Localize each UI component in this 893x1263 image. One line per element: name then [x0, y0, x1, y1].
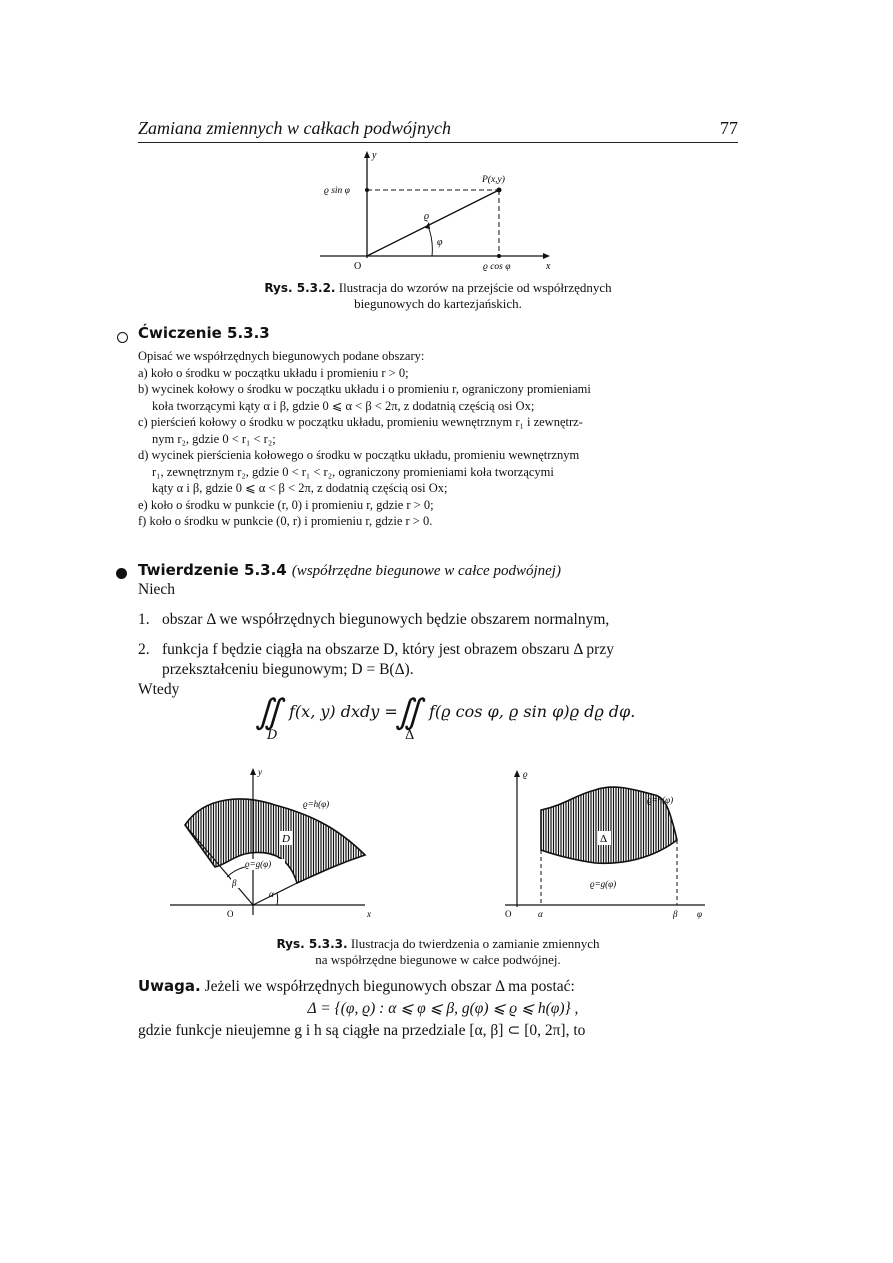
figure2-caption-label: Rys. 5.3.3.	[276, 937, 348, 951]
figure2-caption-text2: na współrzędne biegunowe w całce podwójnej.	[315, 952, 561, 967]
theorem-item-1-number: 1.	[138, 611, 150, 628]
label-phi-axis: φ	[697, 909, 702, 919]
formula-sub-d: D	[267, 728, 278, 743]
theorem-bullet	[116, 564, 127, 583]
label-g: ϱ=g(φ)	[590, 879, 617, 889]
theorem-subtitle: (współrzędne biegunowe w całce podwójnej)	[291, 563, 561, 579]
exercise-item-a: a) koło o środku w początku układu i promieniu r > 0;	[138, 365, 409, 380]
label-origin: O	[505, 909, 512, 919]
label-h: ϱ=h(φ)	[647, 795, 674, 805]
exercise-item-b: b) wycinek kołowy o środku w początku układu i o promieniu r, ograniczony promieniami	[138, 382, 591, 396]
open-bullet-icon	[117, 332, 128, 343]
label-alpha: α	[538, 909, 543, 919]
formula-right: f(ϱ cos φ, ϱ sin φ)ϱ dϱ dφ.	[429, 702, 636, 721]
header-title: Zamiana zmiennych w całkach podwójnych	[138, 118, 451, 138]
figure2-left-region-d	[165, 765, 385, 925]
double-integral-left: ∬	[255, 694, 282, 731]
label-delta: Δ	[600, 833, 608, 845]
figure2-caption	[138, 936, 738, 967]
point-p	[497, 188, 502, 193]
theorem-niech: Niech	[138, 581, 176, 598]
x-axis-arrow	[543, 253, 550, 259]
tick-rho-sin	[365, 188, 369, 192]
radius-line	[367, 190, 499, 256]
theorem-heading: Twierdzenie 5.3.4	[138, 561, 287, 579]
exercise-intro: Opisać we współrzędnych biegunowych podane obszary:	[138, 349, 425, 363]
remark-text: Jeżeli we współrzędnych biegunowych obszar Δ ma postać:	[204, 978, 575, 995]
label-rho-cos: ϱ cos φ	[483, 262, 511, 272]
exercise-heading: Ćwiczenie 5.3.3	[138, 324, 270, 342]
figure2-caption-text: Ilustracja do twierdzenia o zamianie zmiennych	[350, 936, 600, 951]
exercise-item-c: c) pierścień kołowy o środku w początku układu, promieniu wewnętrznym r₁ i zewnętrz-	[138, 415, 583, 429]
formula-sub-delta: Δ	[405, 728, 415, 743]
theorem-formula	[255, 692, 675, 752]
exercise-item-e: e) koło o środku w punkcie (r, 0) i promieniu r, gdzie r > 0;	[138, 497, 434, 512]
exercise-item-b-cont: koła tworzącymi kąty α i β, gdzie 0 ⩽ α < β < 2π, z dodatnią częścią osi Ox;	[152, 398, 535, 413]
label-rho-axis: ϱ	[523, 769, 528, 779]
filled-bullet-icon	[116, 568, 127, 579]
exercise-item-d: d) wycinek pierścienia kołowego o środku w początku układu, promieniu wewnętrznym	[138, 448, 580, 462]
label-g: ϱ=g(φ)	[245, 859, 272, 869]
label-point: P(x,y)	[482, 175, 505, 185]
double-integral-right: ∬	[395, 694, 422, 731]
figure1-caption-text2: biegunowych do kartezjańskich.	[354, 296, 522, 311]
label-y: y	[372, 150, 377, 161]
theorem-body	[138, 580, 738, 700]
theorem-item-1-text: obszar Δ we współrzędnych biegunowych będzie obszarem normalnym,	[162, 611, 610, 628]
exercise-heading-row	[117, 328, 128, 347]
label-d: D	[282, 833, 290, 845]
theorem-item-2-number: 2.	[138, 641, 150, 658]
figure-polar-point	[300, 148, 570, 273]
tick-rho-cos	[497, 254, 501, 258]
region-d	[185, 799, 365, 883]
angle-arrow	[425, 222, 430, 229]
rho-axis-arrow	[514, 770, 520, 777]
formula-left: f(x, y) dxdy =	[289, 702, 398, 721]
exercise-body	[138, 348, 738, 530]
figure2-right-region-delta	[495, 765, 715, 925]
label-y: y	[258, 767, 262, 777]
exercise-item-d-cont1: r₁, zewnętrznym r₂, gdzie 0 < r₁ < r₂, ograniczony promieniami koła tworzącymi	[152, 464, 554, 479]
remark	[138, 976, 748, 1041]
label-x: x	[367, 909, 371, 919]
theorem-item-2-text: funkcja f będzie ciągła na obszarze D, który jest obrazem obszaru Δ przy	[162, 641, 614, 658]
label-alpha: α	[269, 889, 274, 899]
label-origin: O	[227, 909, 234, 919]
figure1-caption	[138, 280, 738, 311]
label-rho-sin: ϱ sin φ	[324, 186, 350, 196]
running-header	[138, 118, 738, 143]
label-phi: φ	[437, 237, 443, 248]
angle-arc-alpha	[277, 893, 278, 905]
label-beta: β	[232, 878, 237, 888]
y-axis-arrow	[364, 151, 370, 158]
label-beta: β	[673, 909, 678, 919]
exercise-item-d-cont2: kąty α i β, gdzie 0 ⩽ α < β < 2π, z dodatnią częścią osi Ox;	[152, 481, 448, 495]
exercise-item-f: f) koło o środku w punkcie (0, r) i promieniu r, gdzie r > 0.	[138, 514, 433, 528]
label-x: x	[546, 261, 551, 272]
theorem-item-2	[138, 640, 738, 660]
remark-label: Uwaga.	[138, 977, 201, 995]
label-origin: O	[354, 261, 362, 272]
angle-arc	[428, 226, 432, 256]
label-h: ϱ=h(φ)	[303, 799, 330, 809]
ray-alpha	[253, 883, 297, 905]
label-rho: ϱ	[424, 211, 430, 222]
theorem-heading-row	[138, 560, 738, 580]
theorem-item-1	[138, 610, 738, 630]
remark-last-line: gdzie funkcje nieujemne g i h są ciągłe na przedziale [α, β] ⊂ [0, 2π], to	[138, 1022, 586, 1039]
page-number: 77	[720, 118, 738, 138]
remark-formula: Δ = {(φ, ϱ) : α ⩽ φ ⩽ β, g(φ) ⩽ ϱ ⩽ h(φ)} ,	[307, 1000, 579, 1017]
figure1-caption-text: Ilustracja do wzorów na przejście od współrzędnych	[338, 280, 612, 295]
y-axis-arrow	[250, 768, 256, 775]
theorem-item-2-cont: przekształceniu biegunowym; D = B(Δ).	[162, 661, 414, 678]
figure1-caption-label: Rys. 5.3.2.	[264, 281, 336, 295]
theorem-wtedy: Wtedy	[138, 681, 180, 698]
exercise-item-c-cont: nym r₂, gdzie 0 < r₁ < r₂;	[152, 431, 276, 446]
